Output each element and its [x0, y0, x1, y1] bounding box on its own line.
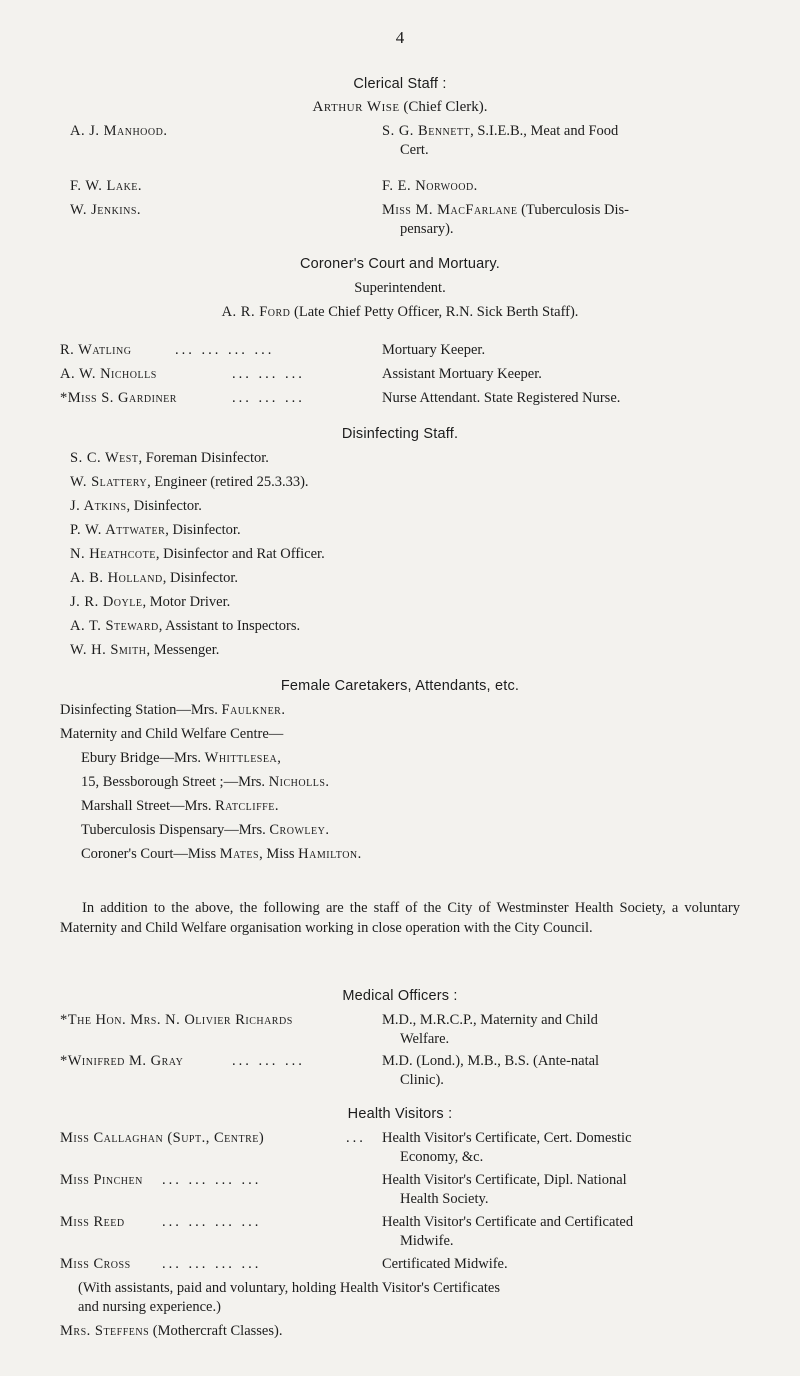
caretaker-line	[81, 822, 329, 839]
coroner-row-1-role: Mortuary Keeper.	[382, 342, 486, 358]
health-row-4-name: Miss Cross	[60, 1256, 131, 1272]
disinfecting-item-role: , Assistant to Inspectors.	[158, 618, 301, 634]
health-row-1-cont: Economy, &c.	[400, 1149, 484, 1165]
health-row-2-qual: Health Visitor's Certificate, Dipl. National	[382, 1172, 627, 1188]
caretaker-line	[81, 798, 279, 815]
caretaker-line-name: Mates	[219, 846, 260, 862]
clerical-right-3-name: Miss M. MacFarlane	[382, 202, 518, 218]
medical-row-2-cont: Clinic).	[400, 1072, 444, 1088]
clerical-right-3-cont: pensary).	[400, 221, 454, 237]
health-row-3-name: Miss Reed	[60, 1214, 125, 1230]
clerical-right-3-rest: (Tuberculosis Dis-	[517, 202, 629, 218]
disinfecting-item	[70, 546, 325, 563]
chief-clerk-role: (Chief Clerk).	[403, 99, 488, 115]
disinfecting-heading: Disinfecting Staff.	[341, 426, 459, 442]
health-row-1-qual: Health Visitor's Certificate, Cert. Domestic	[382, 1130, 632, 1146]
disinfecting-item-role: , Motor Driver.	[142, 594, 231, 610]
disinfecting-item	[70, 594, 230, 611]
clerical-right-1	[382, 123, 618, 140]
disinfecting-item	[70, 522, 241, 539]
disinfecting-item	[70, 498, 202, 515]
health-row-3-qual: Health Visitor's Certificate and Certificated	[382, 1214, 634, 1230]
health-row-1-dots: ...	[346, 1130, 366, 1146]
disinfecting-item-role: , Disinfector.	[162, 570, 239, 586]
coroner-row-3-dots: ... ... ...	[232, 390, 305, 406]
disinfecting-item-role: , Messenger.	[146, 642, 220, 658]
caretaker-line-name: Faulkner.	[221, 702, 286, 718]
disinfecting-item	[70, 642, 219, 659]
disinfecting-item-role: , Disinfector and Rat Officer.	[155, 546, 325, 562]
disinfecting-item	[70, 450, 269, 467]
caretaker-line	[60, 702, 285, 719]
disinfecting-item-name: S. C. West	[70, 450, 139, 466]
caretaker-line	[81, 774, 330, 791]
disinfecting-item-name: P. W. Attwater	[70, 522, 166, 538]
caretaker-line-text: Tuberculosis Dispensary—Mrs.	[81, 822, 270, 838]
health-row-4-dots: ... ... ... ...	[162, 1256, 262, 1272]
health-row-1-name: Miss Callaghan (Supt., Centre)	[60, 1130, 265, 1146]
health-society-paragraph: In addition to the above, the following are the staff of the City of Westminster Health Society, a voluntary Maternity and Child Welfare organisation working in close operation with the City Council.	[60, 900, 740, 936]
caretaker-line	[81, 750, 281, 767]
caretaker-line-name: Ratcliffe.	[215, 798, 279, 814]
clerical-staff-heading: Clerical Staff :	[353, 76, 447, 92]
health-note-line-2: and nursing experience.)	[78, 1299, 221, 1315]
superintendent-line	[0, 304, 800, 321]
disinfecting-item-role: , Disinfector.	[165, 522, 241, 538]
health-row-3-dots: ... ... ... ...	[162, 1214, 262, 1230]
caretakers-heading: Female Caretakers, Attendants, etc.	[280, 678, 520, 694]
disinfecting-item-role: , Engineer (retired 25.3.33).	[147, 474, 309, 490]
coroner-row-1-dots: ... ... ... ...	[175, 342, 275, 358]
mothercraft-note: (Mothercraft Classes).	[152, 1323, 283, 1339]
medical-row-2-name: *Winifred M. Gray	[60, 1053, 184, 1069]
clerical-left-2: F. W. Lake.	[70, 178, 143, 194]
caretaker-line-text: 15, Bessborough Street ;—Mrs.	[81, 774, 269, 790]
caretaker-line-text: Marshall Street—Mrs.	[81, 798, 216, 814]
mothercraft-name: Mrs. Steffens	[60, 1323, 150, 1339]
clerical-right-1-rest: , S.I.E.B., Meat and Food	[470, 123, 619, 139]
medical-row-1-name: *The Hon. Mrs. N. Olivier Richards	[60, 1012, 293, 1028]
chief-clerk-line	[0, 99, 800, 116]
disinfecting-item	[70, 618, 300, 635]
disinfecting-item-role: , Disinfector.	[126, 498, 202, 514]
disinfecting-item	[70, 474, 309, 491]
health-row-2-name: Miss Pinchen	[60, 1172, 143, 1188]
health-visitors-heading: Health Visitors :	[347, 1106, 453, 1122]
superintendent-note: (Late Chief Petty Officer, R.N. Sick Berth Staff).	[294, 304, 579, 320]
medical-row-1-qual: M.D., M.R.C.P., Maternity and Child	[382, 1012, 598, 1028]
superintendent-name: A. R. Ford	[221, 304, 291, 320]
disinfecting-item-name: W. Slattery	[70, 474, 148, 490]
mothercraft-line	[60, 1323, 282, 1340]
clerical-left-3: W. Jenkins.	[70, 202, 142, 218]
medical-officers-heading: Medical Officers :	[342, 988, 458, 1004]
page-number: 4	[395, 28, 405, 47]
caretaker-line-text: , Miss	[259, 846, 299, 862]
health-row-2-cont: Health Society.	[400, 1191, 489, 1207]
disinfecting-item-name: W. H. Smith	[70, 642, 147, 658]
coroner-row-2-dots: ... ... ...	[232, 366, 305, 382]
clerical-left-1: A. J. Manhood.	[70, 123, 168, 139]
disinfecting-item-name: A. T. Steward	[70, 618, 159, 634]
caretaker-line-name: Whittlesea,	[204, 750, 282, 766]
caretaker-line-text: Coroner's Court—Miss	[81, 846, 220, 862]
caretaker-line-text: Ebury Bridge—Mrs.	[81, 750, 205, 766]
caretaker-line	[60, 726, 283, 743]
clerical-right-2: F. E. Norwood.	[382, 178, 478, 194]
caretaker-line-text: Disinfecting Station—Mrs.	[60, 702, 222, 718]
disinfecting-item	[70, 570, 238, 587]
disinfecting-item-name: N. Heathcote	[70, 546, 156, 562]
coroner-heading: Coroner's Court and Mortuary.	[299, 256, 501, 272]
medical-row-2-qual: M.D. (Lond.), M.B., B.S. (Ante-natal	[382, 1053, 600, 1069]
chief-clerk-name: Arthur Wise	[312, 99, 400, 115]
disinfecting-item-role: , Foreman Disinfector.	[138, 450, 269, 466]
coroner-row-3-role: Nurse Attendant. State Registered Nurse.	[382, 390, 621, 406]
caretaker-line-name: Hamilton.	[298, 846, 362, 862]
caretaker-line-name: Nicholls.	[268, 774, 330, 790]
coroner-row-2-role: Assistant Mortuary Keeper.	[382, 366, 542, 382]
clerical-right-3	[382, 202, 629, 219]
disinfecting-item-name: J. Atkins	[70, 498, 127, 514]
health-row-3-cont: Midwife.	[400, 1233, 454, 1249]
medical-row-1-cont: Welfare.	[400, 1031, 450, 1047]
health-row-4-qual: Certificated Midwife.	[382, 1256, 508, 1272]
superintendent-subheading: Superintendent.	[354, 280, 446, 296]
disinfecting-item-name: J. R. Doyle	[70, 594, 143, 610]
coroner-row-3-name: *Miss S. Gardiner	[60, 390, 177, 406]
clerical-right-1-name: S. G. Bennett	[382, 123, 471, 139]
health-row-2-dots: ... ... ... ...	[162, 1172, 262, 1188]
health-note-line-1: (With assistants, paid and voluntary, holding Health Visitor's Certificates	[78, 1280, 500, 1296]
medical-row-2-dots: ... ... ...	[232, 1053, 305, 1069]
caretaker-line-text: Maternity and Child Welfare Centre—	[60, 726, 284, 742]
caretaker-line	[81, 846, 362, 863]
clerical-right-1-cont: Cert.	[400, 142, 429, 158]
disinfecting-item-name: A. B. Holland	[70, 570, 163, 586]
coroner-row-2-name: A. W. Nicholls	[60, 366, 157, 382]
coroner-row-1-name: R. Watling	[60, 342, 132, 358]
caretaker-line-name: Crowley.	[269, 822, 330, 838]
